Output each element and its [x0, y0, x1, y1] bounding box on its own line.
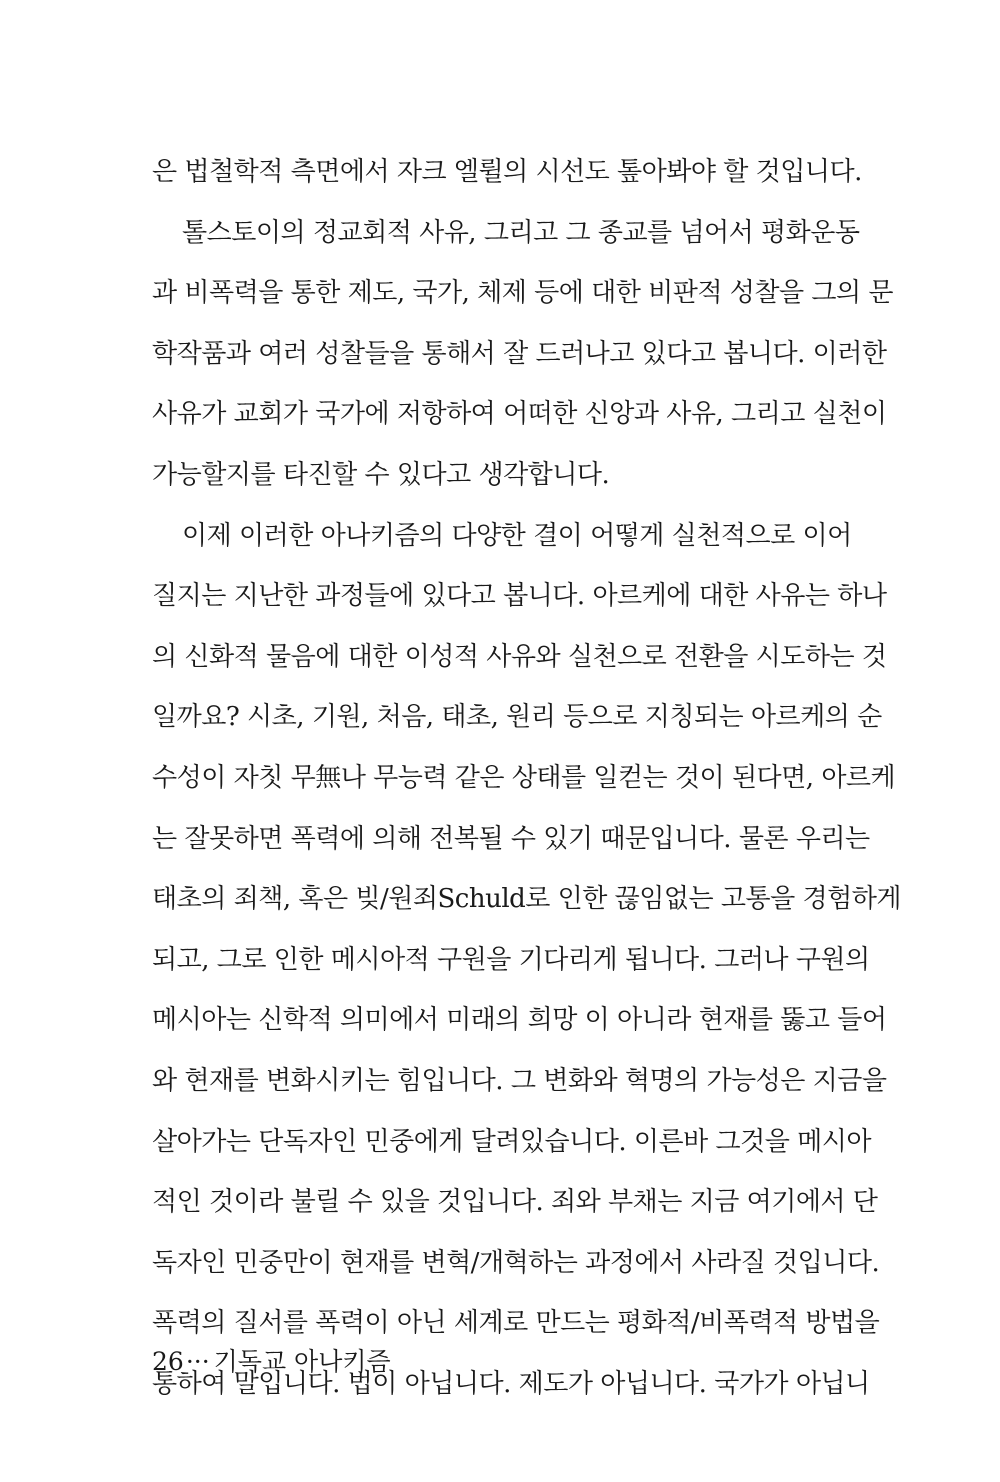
- text-line: 톨스토이의 정교회적 사유, 그리고 그 종교를 넘어서 평화운동: [182, 217, 860, 248]
- text-line: 되고, 그로 인한 메시아적 구원을 기다리게 됩니다. 그러나 구원의: [152, 944, 870, 975]
- text-line: 의 신화적 물음에 대한 이성적 사유와 실천으로 전환을 시도하는 것: [152, 641, 887, 672]
- text-line: 살아가는 단독자인 민중에게 달려있습니다. 이른바 그것을 메시아: [152, 1126, 871, 1157]
- text-line: 와 현재를 변화시키는 힘입니다. 그 변화와 혁명의 가능성은 지금을: [152, 1065, 887, 1096]
- text-line: 이제 이러한 아나키즘의 다양한 결이 어떻게 실천적으로 이어: [182, 520, 852, 551]
- book-title: 기독교 아나키즘: [213, 1347, 391, 1376]
- page-number: 26: [152, 1347, 184, 1376]
- text-line: 수성이 자칫 무無나 무능력 같은 상태를 일컫는 것이 된다면, 아르케: [152, 762, 896, 793]
- text-line: 일까요? 시초, 기원, 처음, 태초, 원리 등으로 지칭되는 아르케의 순: [152, 702, 882, 733]
- text-line: 독자인 민중만이 현재를 변혁/개혁하는 과정에서 사라질 것입니다.: [152, 1247, 880, 1278]
- page-footer: [152, 1346, 391, 1378]
- text-line: 사유가 교회가 국가에 저항하여 어떠한 신앙과 사유, 그리고 실천이: [152, 399, 887, 430]
- text-line: 과 비폭력을 통한 제도, 국가, 체제 등에 대한 비판적 성찰을 그의 문: [152, 278, 893, 309]
- text-line: 가능할지를 타진할 수 있다고 생각합니다.: [152, 459, 610, 490]
- text-line: 질지는 지난한 과정들에 있다고 봅니다. 아르케에 대한 사유는 하나: [152, 581, 887, 612]
- footer-separator: ···: [185, 1347, 210, 1376]
- text-line: 태초의 죄책, 혹은 빚/원죄Schuld로 인한 끊임없는 고통을 경험하게: [152, 884, 901, 915]
- text-line: 는 잘못하면 폭력에 의해 전복될 수 있기 때문입니다. 물론 우리는: [152, 823, 870, 854]
- text-line: 통하여 말입니다. 법이 아닙니다. 제도가 아닙니다. 국가가 아닙니: [152, 1368, 870, 1399]
- text-line: 메시아는 신학적 의미에서 미래의 희망 이 아니라 현재를 뚫고 들어: [152, 1005, 887, 1036]
- text-line: 학작품과 여러 성찰들을 통해서 잘 드러나고 있다고 봅니다. 이러한: [152, 338, 887, 369]
- body-text: [152, 142, 901, 1414]
- text-line: 적인 것이라 불릴 수 있을 것입니다. 죄와 부채는 지금 여기에서 단: [152, 1187, 878, 1218]
- text-line: 은 법철학적 측면에서 자크 엘륄의 시선도 톺아봐야 할 것입니다.: [152, 157, 862, 187]
- text-line: 폭력의 질서를 폭력이 아닌 세계로 만드는 평화적/비폭력적 방법을: [152, 1308, 880, 1339]
